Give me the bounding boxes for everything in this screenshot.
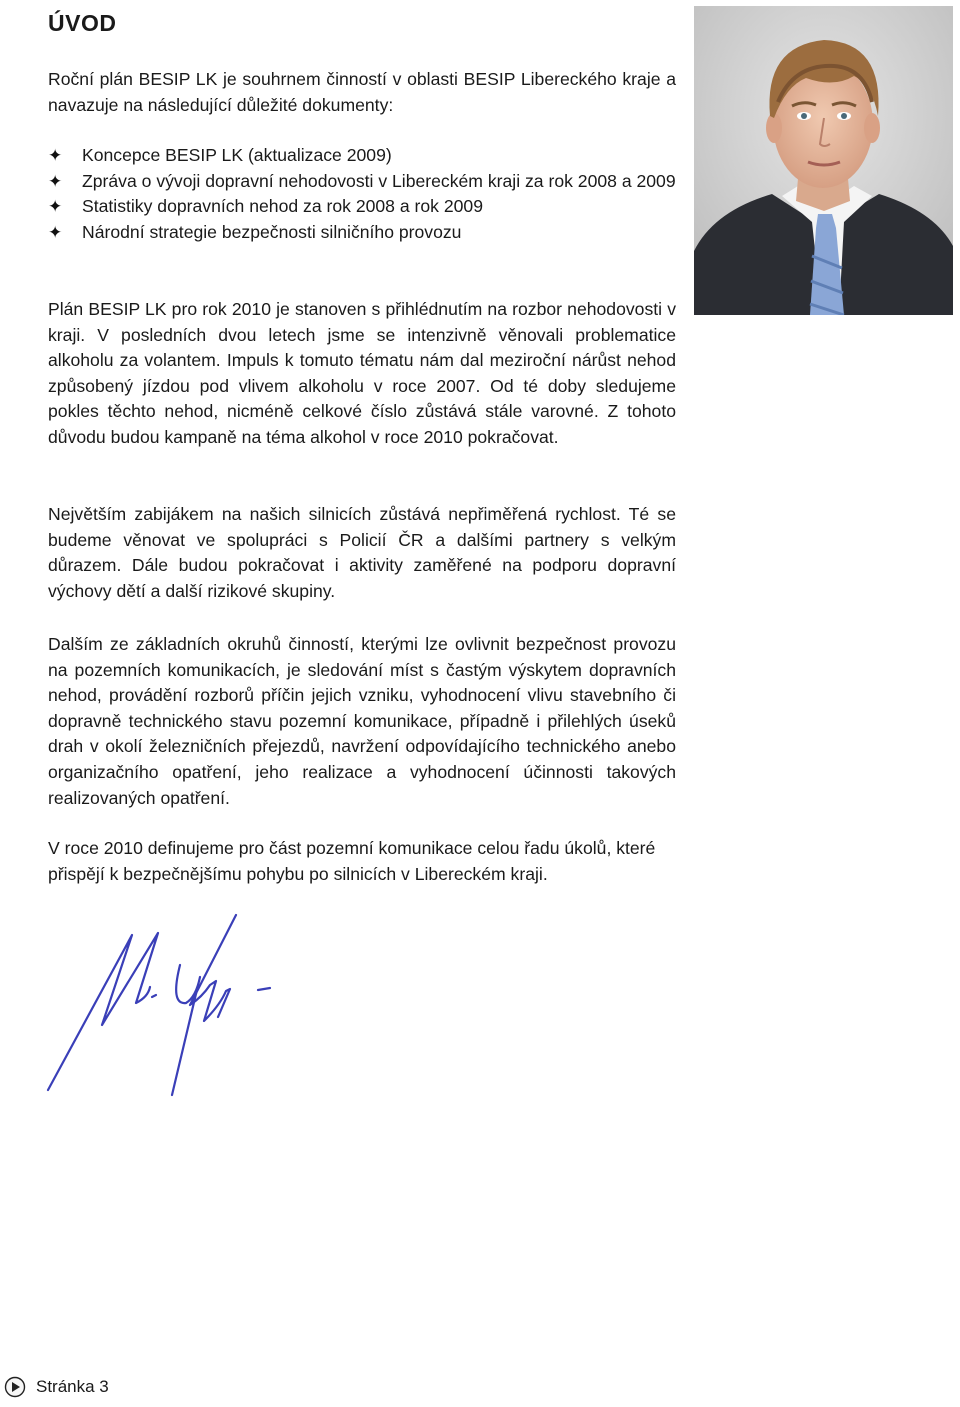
play-circle-icon xyxy=(4,1376,26,1398)
four-point-star-icon: ✦ xyxy=(48,146,63,165)
four-point-star-icon: ✦ xyxy=(48,197,63,217)
list-item-text: Národní strategie bezpečnosti silničního provozu xyxy=(82,221,462,242)
list-item xyxy=(48,143,676,169)
list-item xyxy=(48,194,676,220)
portrait-image xyxy=(694,6,953,315)
list-item-text: Zpráva o vývoji dopravní nehodovosti v Libereckém kraji za rok 2008 a 2009 xyxy=(82,170,676,191)
paragraph-tasks: V roce 2010 definujeme pro část pozemní komunikace celou řadu úkolů, které přispějí k bezpečnějšímu pohybu po silnicích v Libereckém kraji. xyxy=(48,838,656,884)
paragraph-speed: Největším zabijákem na našich silnicích zůstává nepřiměřená rychlost. Té se budeme věnovat ve spolupráci s Policií ČR a dalšími partnery s velkým důrazem. Dále budou pokračovat i aktivity zaměřené na podporu dopravní výchovy dětí a další rizikové skupiny. xyxy=(48,504,676,601)
four-point-star-icon: ✦ xyxy=(48,171,63,191)
list-item-text: Statistiky dopravních nehod za rok 2008 a rok 2009 xyxy=(82,196,483,217)
page-number: Stránka 3 xyxy=(36,1377,109,1396)
handwritten-signature xyxy=(40,905,290,1100)
four-point-star-icon: ✦ xyxy=(48,222,63,242)
page-footer xyxy=(4,1376,109,1398)
list-item xyxy=(48,220,676,246)
list-item xyxy=(48,169,676,195)
document-list xyxy=(48,143,676,245)
paragraph-alcohol: Plán BESIP LK pro rok 2010 je stanoven s přihlédnutím na rozbor nehodovosti v kraji. V posledních dvou letech jsme se intenzivně věnovali problematice alkoholu za volantem. Impuls k tomuto tématu nám dal meziroční nárůst nehod způsobený jízdou pod vlivem alkoholu v roce 2007. Od té doby sledujeme pokles těchto nehod, nicméně celkové číslo zůstává stále varovné. Z tohoto důvodu budou kampaně na téma alkohol v roce 2010 pokračovat. xyxy=(48,299,676,447)
intro-paragraph: Roční plán BESIP LK je souhrnem činností v oblasti BESIP Libereckého kraje a navazuje na následující důležité dokumenty: xyxy=(48,69,676,115)
portrait-photo xyxy=(694,6,953,315)
paragraph-accident-sites: Dalším ze základních okruhů činností, kterými lze ovlivnit bezpečnost provozu na pozemních komunikacích, je sledování míst s častým výskytem dopravních nehod, provádění rozborů příčin jejich vzniku, vyhodnocení vlivu stavebního či dopravně technického stavu pozemní komunikace, případně i přilehlých úseků drah v okolí železničních přejezdů, navržení odpovídajícího technického anebo organizačního opatření, jeho realizace a vyhodnocení účinnosti takových realizovaných opatření. xyxy=(48,634,676,808)
page-title: ÚVOD xyxy=(48,10,117,36)
signature-image xyxy=(40,905,290,1100)
list-item-text: Koncepce BESIP LK (aktualizace 2009) xyxy=(82,145,392,165)
